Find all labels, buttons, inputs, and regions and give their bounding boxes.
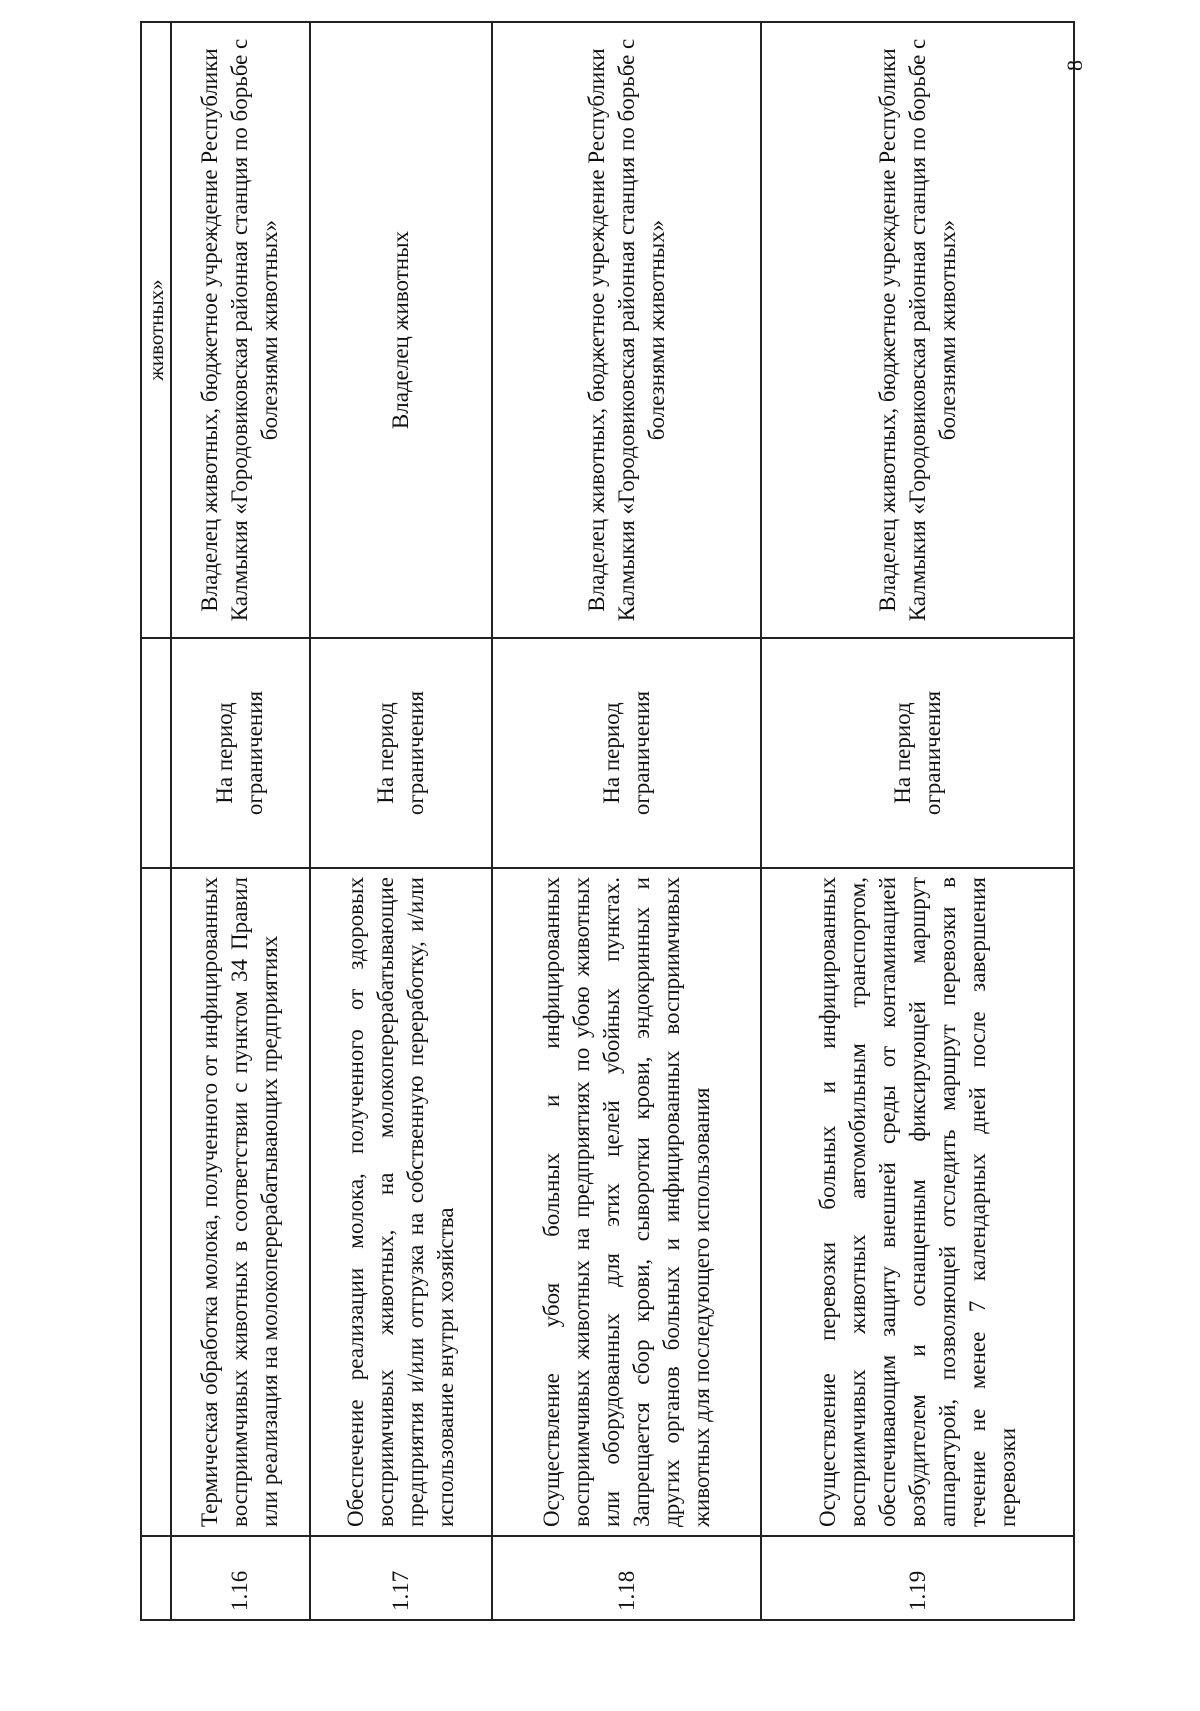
table-row-1-16 (171, 22, 310, 1620)
responsible-text: Владелец животных, бюджетное учреждение Республики Калмыкия «Городовиковская районная станция по борьбе с болезнями животных» (761, 22, 1074, 638)
responsible-text: Владелец животных, бюджетное учреждение Республики Калмыкия «Городовиковская районная станция по борьбе с болезнями животных» (492, 22, 761, 638)
row-number: 1.17 (310, 1536, 492, 1620)
measure-text: Термическая обработка молока, полученного от инфицированных восприимчивых животных в соответствии с пунктом 34 Правил или реализация на молокоперерабатывающих предприятиях (171, 868, 310, 1536)
period-text: На период ограничения (310, 638, 492, 868)
period-text: На период ограничения (171, 638, 310, 868)
row-number: 1.16 (171, 1536, 310, 1620)
page-number: 8 (1062, 60, 1087, 71)
table-row-continued (141, 22, 171, 1620)
measure-text: Обеспечение реализации молока, полученного от здоровых восприимчивых животных, на молокоперерабатывающие предприятия и/или отгрузка на собственную переработку, и/или использование внутри хозяйства (310, 868, 492, 1536)
table-row-1-18 (492, 22, 761, 1620)
table-row-1-19 (761, 22, 1074, 1620)
measure-text: Осуществление убоя больных и инфицированных восприимчивых животных на предприятиях по убою животных или оборудованных для этих целей убойных пунктах. Запрещается сбор крови, сыворотки крови, эндокринных и других органов больных и инфицированных восприимчивых животных для последующего использования (492, 868, 761, 1536)
cell-continued-text: животных» (141, 22, 171, 638)
period-text: На период ограничения (761, 638, 1074, 868)
period-text: На период ограничения (492, 638, 761, 868)
cell-period-empty (141, 638, 171, 868)
cell-measure-empty (141, 868, 171, 1536)
responsible-text: Владелец животных, бюджетное учреждение Республики Калмыкия «Городовиковская районная станция по борьбе с болезнями животных» (171, 22, 310, 638)
measure-text: Осуществление перевозки больных и инфицированных восприимчивых животных автомобильным транспортом, обеспечивающим защиту внешней среды от контаминацией возбудителем и оснащенным фиксирующей маршрут аппаратурой, позволяющей отследить маршрут перевозки в течение не менее 7 календарных дней после завершения перевозки (761, 868, 1074, 1536)
row-number: 1.19 (761, 1536, 1074, 1620)
table-row-1-17 (310, 22, 492, 1620)
responsible-text: Владелец животных (310, 22, 492, 638)
row-number: 1.18 (492, 1536, 761, 1620)
cell-num-empty (141, 1536, 171, 1620)
measures-table (140, 21, 1075, 1621)
rotated-page (0, 38, 1200, 1711)
